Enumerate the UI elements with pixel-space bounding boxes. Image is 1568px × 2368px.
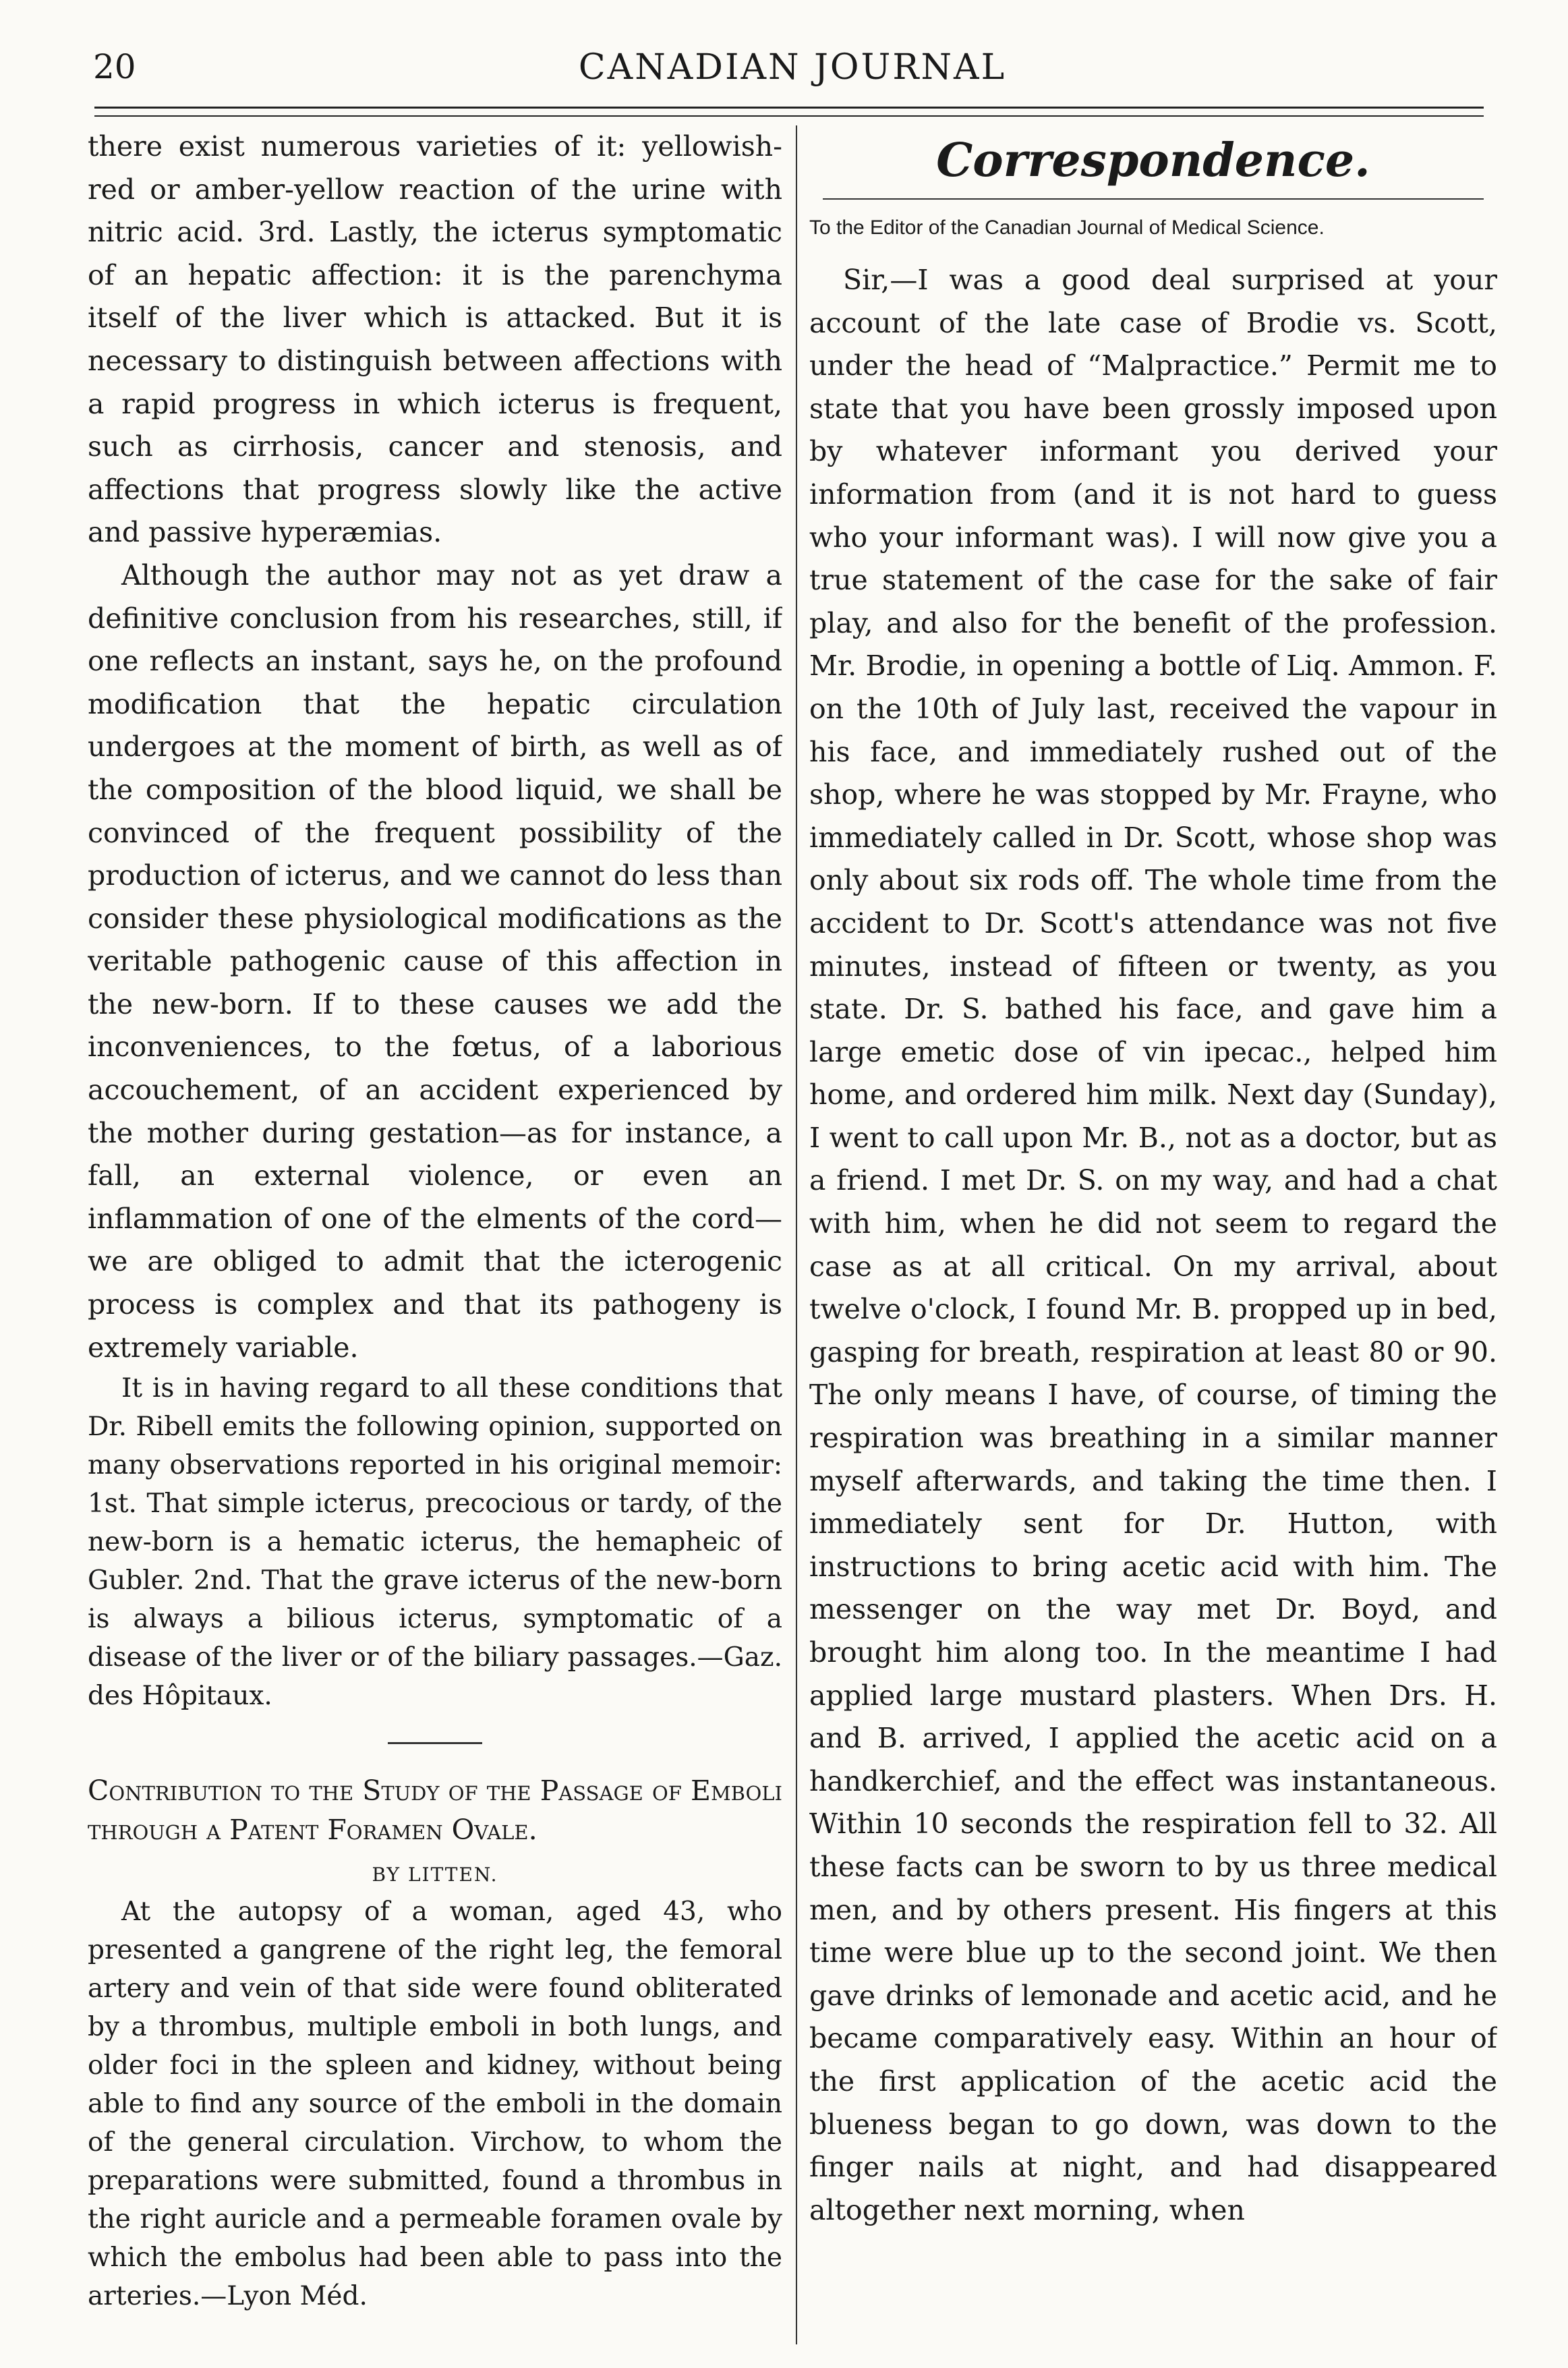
paragraph: It is in having regard to all these conditions that Dr. Ribell emits the following opinion, supported on many observations reported in his original memoir: 1st. That simple icterus, precocious or tardy, of the new-born is a hematic icterus, the hemapheic of Gubler. 2nd. That the grave icterus of the new-born is always a bilious icterus, symptomatic of a disease of the liver or of the biliary passages.—Gaz. des Hôpitaux.	[88, 1373, 782, 1712]
section-heading: Correspondence.	[936, 134, 1370, 187]
paragraph: At the autopsy of a woman, aged 43, who presented a gangrene of the right leg, the femoral artery and vein of that side were found obliterated by a thrombus, multiple emboli in both lungs, and older foci in the spleen and kidney, without being able to find any source of the emboli in the domain of the general circulation. Virchow, to whom the preparations were submitted, found a thrombus in the right auricle and a permeable foramen ovale by which the embolus had been able to pass into the arteries.—Lyon Méd.	[88, 1897, 782, 2312]
right-column	[809, 125, 1497, 2338]
paragraph: Although the author may not as yet draw a definitive conclusion from his researches, still, if one reflects an instant, says he, on the profound modification that the hepatic circulation undergoes at the moment of birth, as well as of the composition of the blood liquid, we shall be convinced of the frequent possibility of the production of icterus, and we cannot do less than consider these physiological modifications as the veritable pathogenic cause of this affection in the new-born. If to these causes we add the inconveniences, to the fœtus, of a laborious accouchement, of an accident experienced by the mother during gestation—as for instance, a fall, an external violence, or even an inflammation of one of the elments of the cord—we are obliged to admit that the icterogenic process is complex and that its pathogeny is extremely variable.	[88, 558, 782, 1364]
page-number: 20	[93, 47, 136, 86]
paragraph: Sir,—I was a good deal surprised at your account of the late case of Brodie vs. Scott, under the head of “Malpractice.” Permit me to state that you have been grossly imposed upon by whatever informant you derived your information from (and it is not hard to guess who your informant was). I will now give you a true statement of the case for the sake of fair play, and also for the benefit of the profession. Mr. Brodie, in opening a bottle of Liq. Ammon. F. on the 10th of July last, received the vapour in his face, and immediately rushed out of the shop, where he was stopped by Mr. Frayne, who immediately called in Dr. Scott, whose shop was only about six rods off. The whole time from the accident to Dr. Scott's attendance was not five minutes, instead of fifteen or twenty, as you state. Dr. S. bathed his face, and gave him a large emetic dose of vin ipecac., helped him home, and ordered him milk. Next day (Sunday), I went to call upon Mr. B., not as a doctor, but as a friend. I met Dr. S. on my way, and had a chat with him, when he did not seem to regard the case as at all critical. On my arrival, about twelve o'clock, I found Mr. B. propped up in bed, gasping for breath, respiration at least 80 or 90. The only means I have, of course, of timing the respiration was breathing in a similar manner myself afterwards, and taking the time then. I immediately sent for Dr. Hutton, with instructions to bring acetic acid with him. The messenger on the way met Dr. Boyd, and brought him along too. In the meantime I had applied large mustard plasters. When Drs. H. and B. arrived, I applied the acetic acid on a handkerchief, and the effect was instantaneous. Within 10 seconds the respiration fell to 32. All these facts can be sworn to by us three medical men, and by others present. His fingers at this time were blue up to the second joint. We then gave drinks of lemonade and acetic acid, and he became comparatively easy. Within an hour of the first application of the acetic acid the blueness began to go down, was down to the finger nails at night, and had disappeared altogether next morning, when	[809, 264, 1497, 2226]
letter-addressee: To the Editor of the Canadian Journal of Medical Science.	[809, 216, 1325, 239]
paragraph: there exist numerous varieties of it: yellowish-red or amber-yellow reaction of the urine with nitric acid. 3rd. Lastly, the icterus symptomatic of an hepatic affection: it is the parenchyma itself of the liver which is attacked. But it is necessary to distinguish between affections with a rapid progress in which icterus is frequent, such as cirrhosis, cancer and stenosis, and affections that progress slowly like the active and passive hyperæmias.	[88, 130, 782, 549]
heading-rule	[823, 198, 1484, 200]
column-divider	[796, 125, 797, 2344]
header-rule	[94, 107, 1484, 117]
article-byline: BY LITTEN.	[372, 1864, 498, 1886]
page-header	[88, 43, 1497, 97]
running-title: CANADIAN JOURNAL	[578, 47, 1007, 88]
section-divider	[388, 1742, 482, 1744]
left-column	[88, 125, 782, 2338]
article-title: Contribution to the Study of the Passage of Emboli through a Patent Foramen Ovale.	[88, 1774, 782, 1847]
